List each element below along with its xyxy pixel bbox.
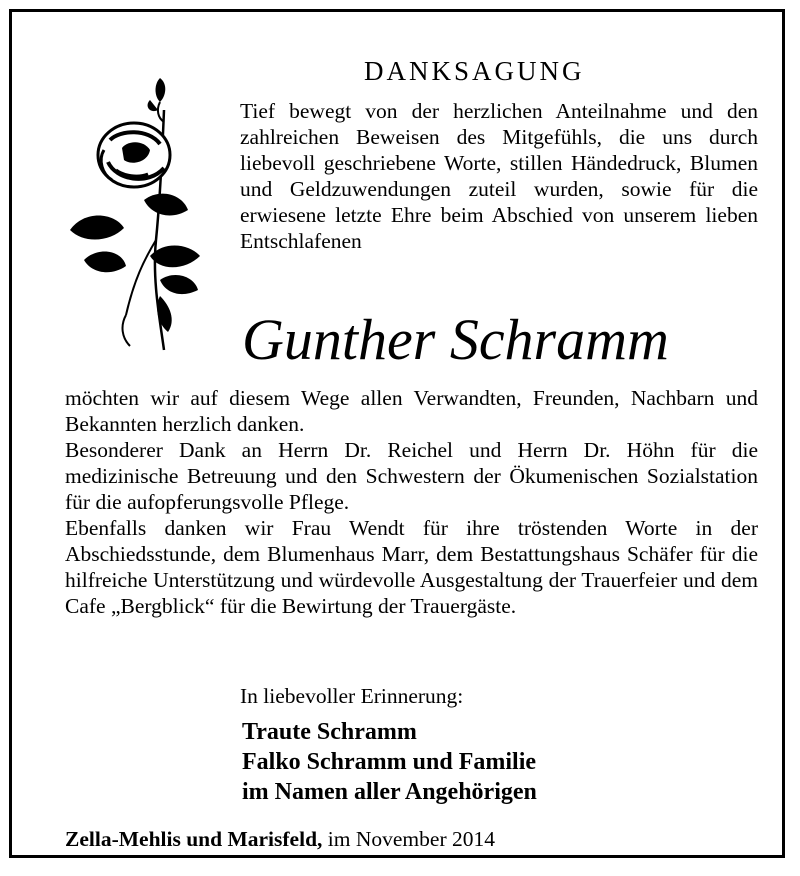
footer-line xyxy=(65,827,495,852)
rose-icon xyxy=(64,70,214,355)
notice-title: DANKSAGUNG xyxy=(364,56,585,86)
signer-line: im Namen aller Angehörigen xyxy=(242,779,537,805)
closing-line: In liebevoller Erinnerung: xyxy=(240,684,464,708)
footer-date: im November 2014 xyxy=(322,827,495,851)
notice-frame xyxy=(9,9,785,858)
intro-text: Tief bewegt von der herzlichen Anteilnahme und den zahlreichen Beweisen des Mitgefühls, die uns durch liebevoll geschriebene Worte, stillen Händedruck, Blumen und Geldzuwendungen zuteil wurden, sowie für die erwiesene letzte Ehre beim Abschied von unserem lieben Entschlafenen xyxy=(240,99,758,253)
footer-place: Zella-Mehlis und Marisfeld, xyxy=(65,827,323,851)
body-paragraph: Ebenfalls danken wir Frau Wendt für ihre tröstenden Worte in der Abschiedsstunde, dem Blumenhaus Marr, dem Bestattungshaus Schäfer für die hilfreiche Unterstützung und würdevolle Ausgestaltung der Trauerfeier und dem Cafe „Bergblick“ für die Bewirtung der Trauergäste. xyxy=(65,516,758,618)
signers-block xyxy=(242,717,537,807)
signer-line: Falko Schramm und Familie xyxy=(242,749,537,775)
signer-line: Traute Schramm xyxy=(242,719,417,745)
body-text xyxy=(65,385,758,619)
body-paragraph: Besonderer Dank an Herrn Dr. Reichel und Herrn Dr. Höhn für die medizinische Betreuung und den Schwestern der Ökumenischen Sozialstation für die aufopferungsvolle Pflege. xyxy=(65,438,758,514)
deceased-name: Gunther Schramm xyxy=(242,307,669,372)
body-paragraph: möchten wir auf diesem Wege allen Verwandten, Freunden, Nachbarn und Bekannten herzlich danken. xyxy=(65,386,758,436)
